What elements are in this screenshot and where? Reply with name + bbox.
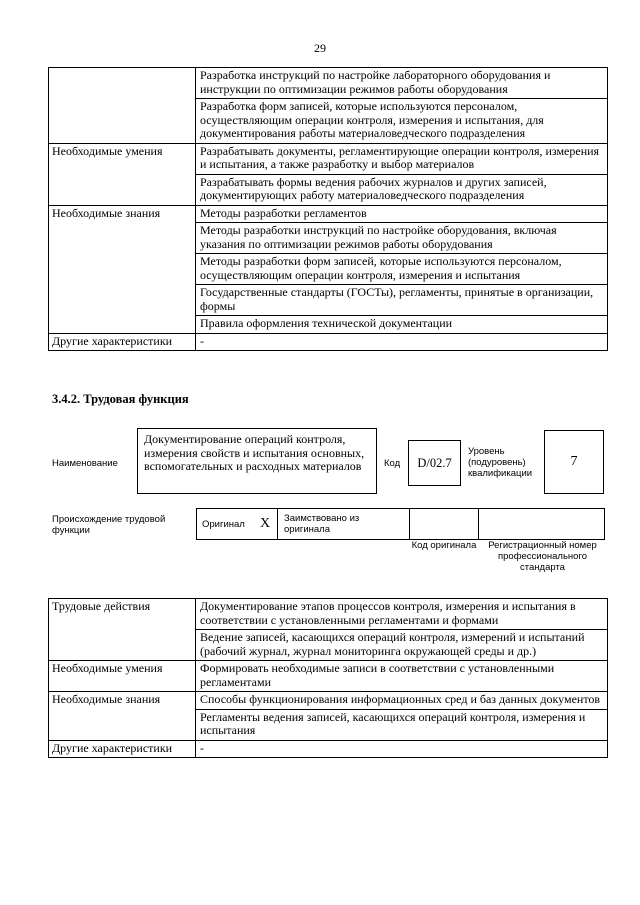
code-value: D/02.7 xyxy=(417,455,452,470)
table-row xyxy=(49,692,608,710)
original-label: Оригинал xyxy=(202,519,245,530)
row-label: Необходимые умения xyxy=(49,143,196,205)
page-number: 29 xyxy=(314,41,326,55)
table-top xyxy=(48,67,608,351)
borrowed-cell xyxy=(277,508,410,540)
table-row xyxy=(49,143,608,174)
row-item: - xyxy=(196,333,608,351)
row-label: Другие характеристики xyxy=(49,740,196,758)
section-heading: 3.4.2. Трудовая функция xyxy=(52,392,189,406)
row-item: Разрабатывать формы ведения рабочих журналов и других записей, документирующих работу материаловедческого подразделения xyxy=(196,174,608,205)
code-label: Код xyxy=(384,458,401,469)
original-mark: X xyxy=(260,516,271,531)
table-row xyxy=(49,68,608,99)
reg-number-caption: Регистрационный номер профессионального стандарта xyxy=(488,540,597,573)
table-row xyxy=(49,333,608,351)
table-row xyxy=(49,599,608,630)
function-name: Документирование операций контроля, измерения свойств и испытания основных, вспомогательных и расходных материалов xyxy=(144,432,365,473)
row-label: Другие характеристики xyxy=(49,333,196,351)
code-box xyxy=(408,440,461,486)
level-value: 7 xyxy=(570,454,578,469)
table-row xyxy=(49,205,608,223)
original-cell xyxy=(196,508,278,540)
level-label: Уровень (подуровень) квалификации xyxy=(468,446,533,479)
row-item: Методы разработки инструкций по настройке оборудования, включая указания по оптимизации режимов работы оборудования xyxy=(196,223,608,254)
reg-number-cell xyxy=(478,508,605,540)
row-item: - xyxy=(196,740,608,758)
row-item: Способы функционирования информационных сред и баз данных документов xyxy=(196,692,608,710)
borrowed-label: Заимствовано из оригинала xyxy=(284,513,360,535)
row-item: Ведение записей, касающихся операций контроля, измерений и испытаний (рабочий журнал, журнал мониторинга окружающей среды и др.) xyxy=(196,630,608,661)
table-bottom xyxy=(48,598,608,758)
row-item: Формировать необходимые записи в соответствии с установленными регламентами xyxy=(196,661,608,692)
row-item: Разработка инструкций по настройке лабораторного оборудования и инструкции по оптимизации режимов работы оборудования xyxy=(196,68,608,99)
level-box xyxy=(544,430,604,494)
row-item: Государственные стандарты (ГОСТы), регламенты, принятые в организации, формы xyxy=(196,285,608,316)
row-item: Регламенты ведения записей, касающихся операций контроля, измерения и испытания xyxy=(196,709,608,740)
row-item: Разрабатывать документы, регламентирующие операции контроля, измерения и испытания, а также разработку и выбор материалов xyxy=(196,143,608,174)
table-row xyxy=(49,661,608,692)
row-item: Документирование этапов процессов контроля, измерения и испытания в соответствии с установленными регламентами и формами xyxy=(196,599,608,630)
code-original-cell xyxy=(409,508,479,540)
row-label: Трудовые действия xyxy=(49,599,196,661)
row-item: Методы разработки регламентов xyxy=(196,205,608,223)
code-original-caption: Код оригинала xyxy=(411,540,477,551)
name-label: Наименование xyxy=(52,458,118,469)
row-item: Методы разработки форм записей, которые используются персоналом, осуществляющим операции контроля, измерения и испытания xyxy=(196,254,608,285)
row-item: Разработка форм записей, которые используются персоналом, осуществляющим операции контроля, измерения и испытания, для документирования работы материаловедческого подразделения xyxy=(196,99,608,144)
row-label: Необходимые знания xyxy=(49,692,196,741)
row-label: Необходимые умения xyxy=(49,661,196,692)
origin-label: Происхождение трудовой функции xyxy=(52,514,166,536)
function-name-box xyxy=(137,428,377,494)
row-label: Необходимые знания xyxy=(49,205,196,333)
row-label xyxy=(49,68,196,144)
row-item: Правила оформления технической документации xyxy=(196,316,608,334)
table-row xyxy=(49,740,608,758)
